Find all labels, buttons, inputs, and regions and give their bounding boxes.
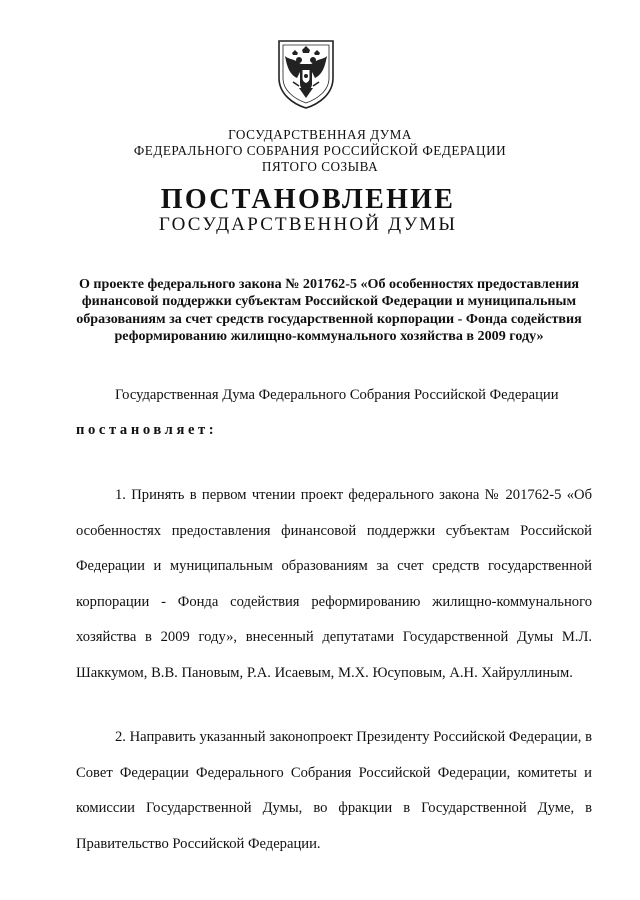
org-name — [0, 127, 640, 175]
document-title: ПОСТАНОВЛЕНИЕ — [160, 184, 456, 215]
coat-of-arms-icon — [275, 38, 337, 110]
paragraph-2: 2. Направить указанный законопроект Президенту Российской Федерации, в Совет Федерации Федерального Собрания Российской Федерации, комитеты и комиссии Государственной Думы, во фракции в Государственной Думе, в Правительство Российской Федерации. — [76, 729, 592, 852]
org-line-1: ГОСУДАРСТВЕННАЯ ДУМА — [228, 127, 412, 142]
preamble: Государственная Дума Федерального Собрания Российской Федерации — [115, 387, 559, 403]
resolution-subject: О проекте федерального закона № 201762-5 «Об особенностях предоставления финансовой поддержки субъектам Российской Федерации и муниципальным образованиям за счет средств государственной корпорации - Фонда содействия реформированию жилищно-коммунального хозяйства в 2009 году» — [76, 276, 582, 344]
paragraph-1: 1. Принять в первом чтении проект федерального закона № 201762-5 «Об особенностях предоставления финансовой поддержки субъектам Российской Федерации и муниципальным образованиям за счет средств государственной корпорации - Фонда содействия реформированию жилищно-коммунального хозяйства в 2009 году», внесенный депутатами Государственной Думы М.Л. Шаккумом, В.В. Пановым, Р.А. Исаевым, М.Х. Юсуповым, А.Н. Хайруллиным. — [76, 487, 592, 681]
org-line-2: ФЕДЕРАЛЬНОГО СОБРАНИЯ РОССИЙСКОЙ ФЕДЕРАЦИИ — [133, 143, 507, 158]
document-subtitle: ГОСУДАРСТВЕННОЙ ДУМЫ — [158, 214, 458, 235]
resolves-word: постановляет: — [76, 422, 218, 438]
org-line-3: ПЯТОГО СОЗЫВА — [261, 159, 379, 174]
